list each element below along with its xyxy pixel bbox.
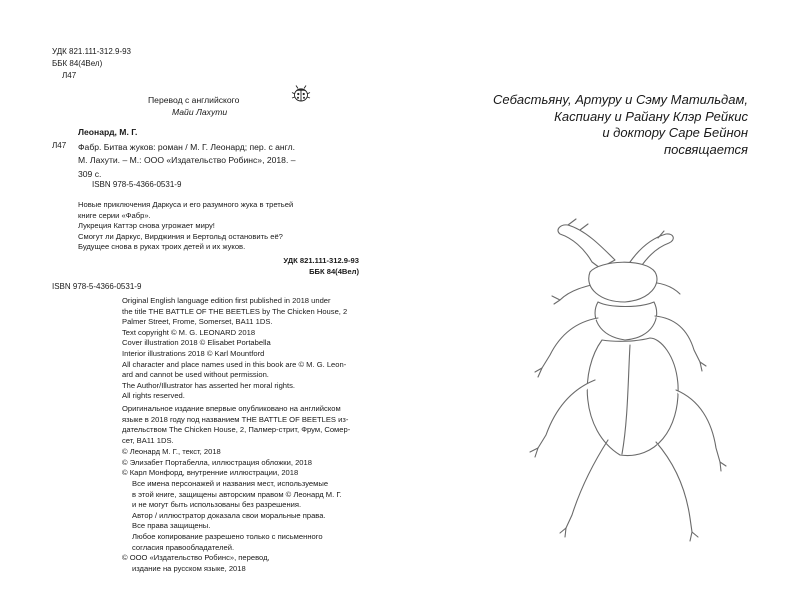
catalog-line: Фабр. Битва жуков: роман / М. Г. Леонард; пер. с англ. xyxy=(78,142,296,152)
dedication-line: Себастьяну, Артуру и Сэму Матильдам, xyxy=(492,92,748,107)
udk-code-bottom: УДК 821.111-312.9-93 xyxy=(283,256,359,265)
copyright-line: All rights reserved. xyxy=(122,391,185,401)
catalog-description xyxy=(78,141,368,181)
copyright-item: © Леонард М. Г., текст, 2018 xyxy=(122,447,221,456)
isbn-left: ISBN 978-5-4366-0531-9 xyxy=(52,282,142,291)
copyright-line: дательством The Chicken House, 2, Палмер-стрит, Фрум, Сомер- xyxy=(122,425,351,435)
annotation xyxy=(78,200,368,253)
russian-copyright xyxy=(122,404,372,446)
rights-notes xyxy=(132,479,372,553)
catalog-line: М. Лахути. – М.: ООО «Издательство Робинс», 2018. – xyxy=(78,155,296,166)
copyright-line: языке в 2018 году под названием THE BATTLE OF BEETLES из- xyxy=(122,414,349,424)
dedication-line: Каспиану и Райану Клэр Рейкис xyxy=(554,108,748,124)
ladybug-icon xyxy=(289,84,313,104)
rights-line: Все имена персонажей и названия мест, используемые xyxy=(132,479,329,488)
udk-code: УДК 821.111-312.9-93 xyxy=(52,47,131,56)
annotation-line: Лукреция Каттэр снова угрожает миру! xyxy=(78,221,215,231)
bbk-code-bottom: ББК 84(4Вел) xyxy=(309,267,359,276)
annotation-line: Новые приключения Даркуса и его разумного жука в третьей xyxy=(78,200,294,209)
copyright-line: Оригинальное издание впервые опубликовано на английском xyxy=(122,404,341,413)
bbk-code: ББК 84(4Вел) xyxy=(52,59,103,68)
publisher-line: © ООО «Издательство Робинс», перевод, xyxy=(122,553,270,562)
catalog-author: Леонард, М. Г. xyxy=(78,127,138,137)
copyright-line: Text copyright © M. G. LEONARD 2018 xyxy=(122,327,256,337)
rights-line: Любое копирование разрешено только с письменного xyxy=(132,531,323,541)
rights-line: Автор / иллюстратор доказала свои моральные права. xyxy=(132,510,326,520)
translator-name: Майи Лахути xyxy=(172,107,228,117)
author-mark: Л47 xyxy=(62,71,77,80)
catalog-mark: Л47 xyxy=(52,141,67,150)
copyright-line: Palmer Street, Frome, Somerset, BA11 1DS. xyxy=(122,317,273,327)
copyright-line: Original English language edition first published in 2018 under xyxy=(122,296,331,305)
stag-beetle-illustration xyxy=(480,190,780,560)
catalog-isbn: ISBN 978-5-4366-0531-9 xyxy=(92,180,182,189)
dedication xyxy=(388,92,748,158)
dedication-line: и доктору Саре Бейнон xyxy=(602,125,748,140)
publisher-line: издание на русском языке, 2018 xyxy=(132,563,246,573)
dedication-line: посвящается xyxy=(664,141,748,157)
publisher-copyright xyxy=(122,553,372,574)
copyright-item: © Карл Монфорд, внутренние иллюстрации, 2018 xyxy=(122,468,299,478)
annotation-line: книге серии «Фабр». xyxy=(78,210,151,220)
catalog-line: 309 с. xyxy=(78,168,102,179)
copyright-line: ard and cannot be used without permission. xyxy=(122,370,269,380)
translation-note: Перевод с английского xyxy=(148,95,240,105)
copyright-item: © Элизабет Портабелла, иллюстрация обложки, 2018 xyxy=(122,457,312,467)
rights-line: и не могут быть использованы без разрешения. xyxy=(132,500,302,510)
annotation-line: Будущее снова в руках троих детей и их жуков. xyxy=(78,242,246,252)
annotation-line: Смогут ли Даркус, Вирджиния и Бертольд остановить её? xyxy=(78,231,283,241)
rights-line: Все права защищены. xyxy=(132,521,211,531)
copyright-line: All character and place names used in this book are © M. G. Leon- xyxy=(122,359,347,369)
english-copyright xyxy=(122,296,372,402)
copyright-line: The Author/Illustrator has asserted her moral rights. xyxy=(122,380,296,390)
rights-line: согласия правообладателей. xyxy=(132,542,235,552)
dedication-page xyxy=(400,0,800,593)
copyright-line: the title THE BATTLE OF THE BEETLES by The Chicken House, 2 xyxy=(122,306,348,316)
copyright-items xyxy=(122,447,372,479)
copyright-line: Cover illustration 2018 © Elisabet Portabella xyxy=(122,338,271,348)
copyright-line: сет, BA11 1DS. xyxy=(122,435,174,445)
copyright-line: Interior illustrations 2018 © Karl Mountford xyxy=(122,348,265,358)
rights-line: в этой книге, защищены авторским правом © Леонард М. Г. xyxy=(132,489,342,499)
